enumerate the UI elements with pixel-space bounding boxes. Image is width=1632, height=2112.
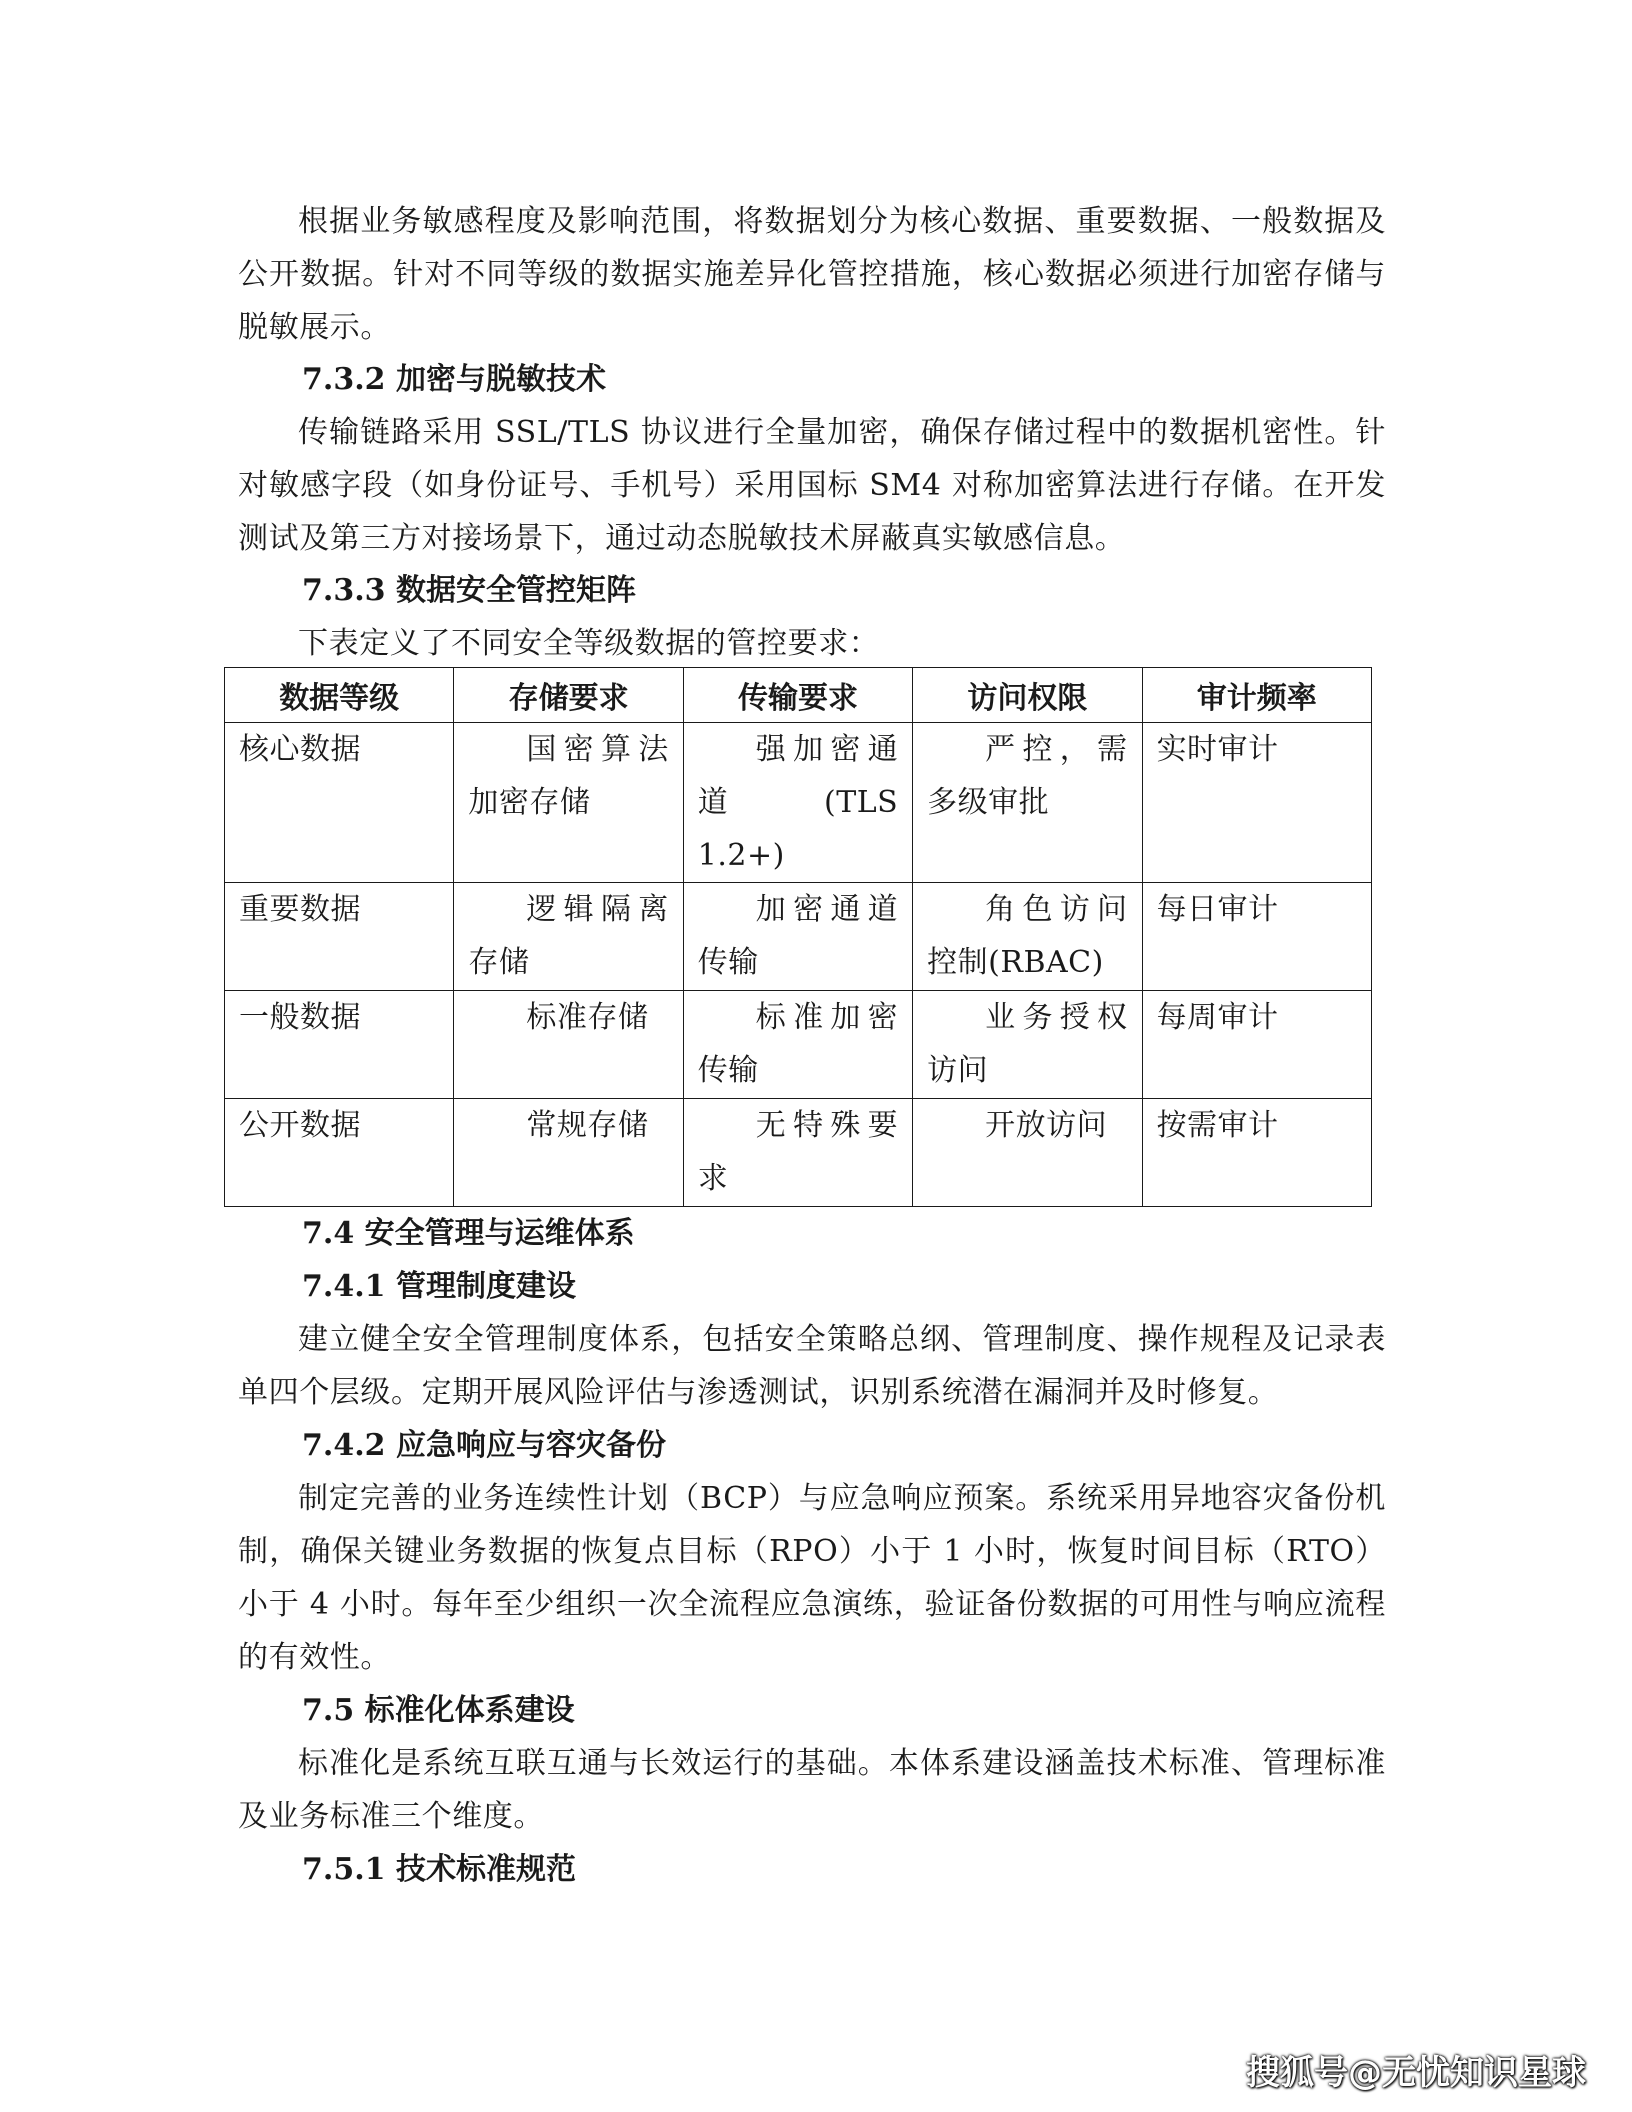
table-cell: 一般数据 <box>239 1000 361 1035</box>
table-cell: 国密算法加密存储 <box>468 732 669 820</box>
table-row <box>225 723 1372 883</box>
table-cell: 核心数据 <box>239 732 361 767</box>
table-header-cell: 数据等级 <box>225 668 454 723</box>
paragraph-standardization: 标准化是系统互联互通与长效运行的基础。本体系建设涵盖技术标准、管理标准及业务标准三个维度。 <box>238 1746 1386 1834</box>
table-cell: 加密通道传输 <box>697 892 899 980</box>
paragraph-table-intro: 下表定义了不同安全等级数据的管控要求： <box>298 626 880 661</box>
heading-7-3-2: 7.3.2 加密与脱敏技术 <box>302 362 606 397</box>
table-cell: 重要数据 <box>239 892 361 927</box>
table-cell: 业务授权访问 <box>927 1000 1128 1088</box>
paragraph-emergency-backup: 制定完善的业务连续性计划（BCP）与应急响应预案。系统采用异地容灾备份机制，确保关键业务数据的恢复点目标（RPO）小于 1 小时，恢复时间目标（RTO）小于 4 小时。每年至少组织一次全流程应急演练，验证备份数据的可用性与响应流程的有效性。 <box>238 1481 1386 1675</box>
table-cell: 逻辑隔离存储 <box>468 892 669 980</box>
table-row <box>225 1099 1372 1207</box>
table-cell: 公开数据 <box>239 1108 361 1143</box>
table-cell: 无特殊要求 <box>697 1108 899 1196</box>
table-cell: 开放访问 <box>985 1108 1108 1143</box>
heading-7-5: 7.5 标准化体系建设 <box>302 1693 575 1728</box>
table-cell: 常规存储 <box>526 1108 649 1143</box>
table-header-cell: 审计频率 <box>1142 668 1371 723</box>
heading-7-4-2: 7.4.2 应急响应与容灾备份 <box>302 1428 666 1463</box>
heading-7-5-1: 7.5.1 技术标准规范 <box>302 1852 576 1887</box>
paragraph-data-classification: 根据业务敏感程度及影响范围，将数据划分为核心数据、重要数据、一般数据及公开数据。针对不同等级的数据实施差异化管控措施，核心数据必须进行加密存储与脱敏展示。 <box>238 204 1386 345</box>
watermark-text: 搜狐号@无忧知识星球 <box>1246 2053 1586 2093</box>
table-header-row <box>225 668 1372 723</box>
table-cell: 强加密通道(TLS 1.2+) <box>697 732 899 873</box>
table-cell: 标准存储 <box>526 1000 649 1035</box>
paragraph-management-system: 建立健全安全管理制度体系，包括安全策略总纲、管理制度、操作规程及记录表单四个层级。定期开展风险评估与渗透测试，识别系统潜在漏洞并及时修复。 <box>238 1322 1386 1410</box>
heading-7-4-1: 7.4.1 管理制度建设 <box>302 1269 576 1304</box>
data-security-matrix-table <box>224 667 1372 1207</box>
table-cell: 每日审计 <box>1156 892 1279 927</box>
table-row <box>225 991 1372 1099</box>
table-header-cell: 传输要求 <box>683 668 912 723</box>
table-header-cell: 存储要求 <box>454 668 683 723</box>
table-cell: 按需审计 <box>1156 1108 1279 1143</box>
heading-7-3-3: 7.3.3 数据安全管控矩阵 <box>302 573 636 608</box>
paragraph-encryption-masking: 传输链路采用 SSL/TLS 协议进行全量加密，确保存储过程中的数据机密性。针对敏感字段（如身份证号、手机号）采用国标 SM4 对称加密算法进行存储。在开发测试及第三方对接场景下，通过动态脱敏技术屏蔽真实敏感信息。 <box>238 415 1386 556</box>
table-cell: 标准加密传输 <box>697 1000 899 1088</box>
table-header-cell: 访问权限 <box>913 668 1142 723</box>
table-cell: 角色访问控制(RBAC) <box>927 892 1128 980</box>
table-cell: 严控，需多级审批 <box>927 732 1128 820</box>
table-cell: 实时审计 <box>1156 732 1279 767</box>
table-cell: 每周审计 <box>1156 1000 1279 1035</box>
heading-7-4: 7.4 安全管理与运维体系 <box>302 1216 635 1251</box>
table-row <box>225 883 1372 991</box>
